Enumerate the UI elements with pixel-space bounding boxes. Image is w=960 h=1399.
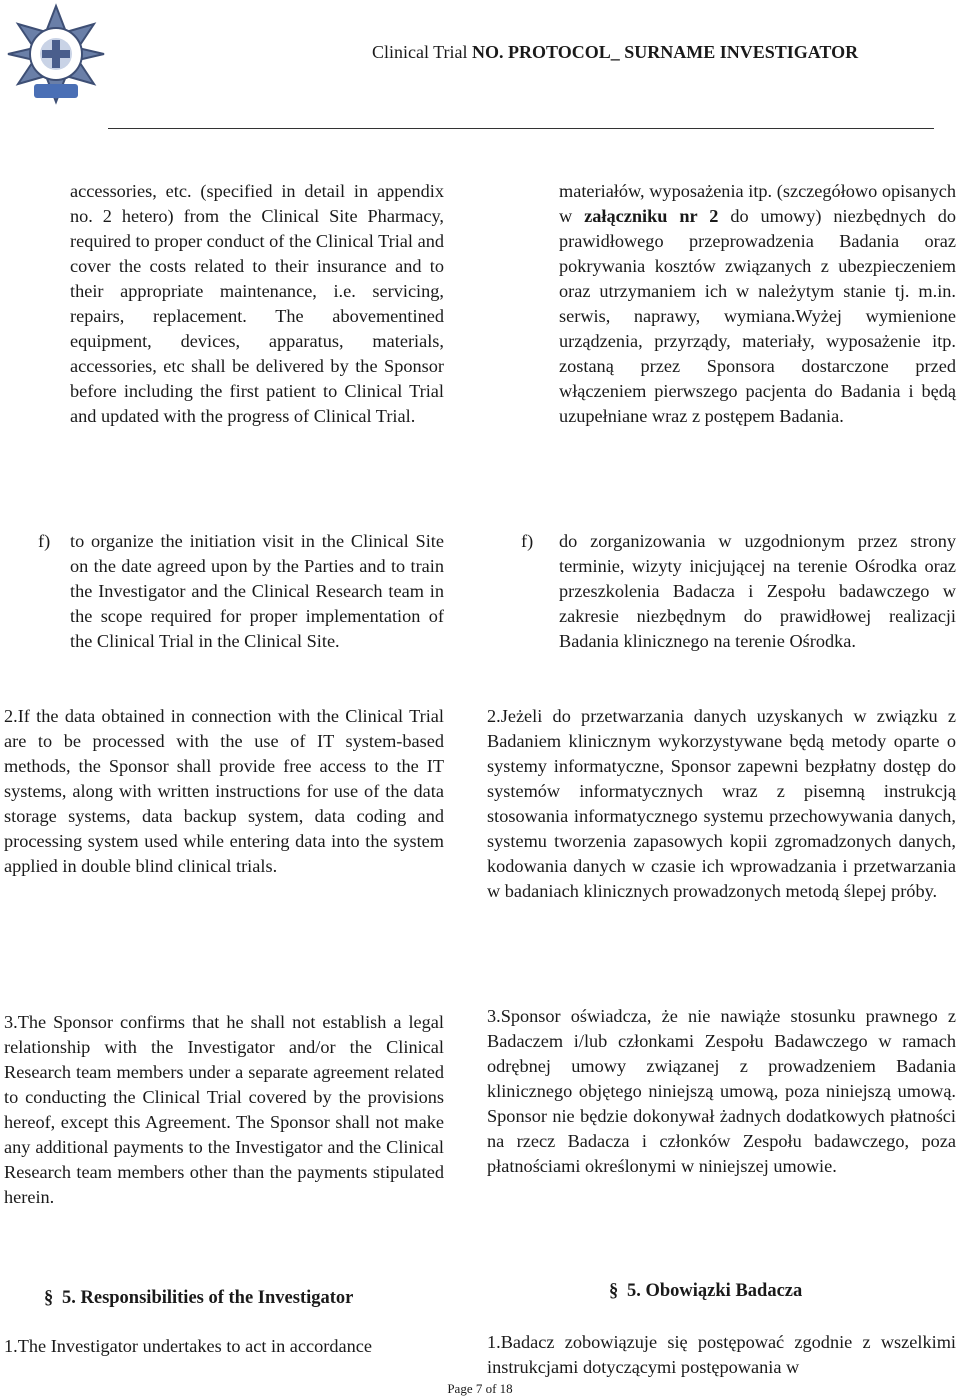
pl-section-5-title: 5. Obowiązki Badacza (627, 1281, 803, 1301)
section-bullet-icon: § (44, 1288, 54, 1308)
pl-item-f-marker: f) (521, 531, 534, 551)
pl-equipment-text-end: do umowy) niezbędnych do prawidłowego przeprowadzenia Badania oraz pokrywania kosztów związanych z ubezpieczeniem oraz utrzymaniem ich w należytym stanie tj. m.in. serwis, naprawy, wymiana.Wyżej wymienione urządzenia, przyrządy, materiały, wyposażenie itp. zostaną przez Sponsora dostarczone przed włączeniem pierwszego pacjenta do Badania i będą uzupełniane wraz z postępem Badania. (559, 206, 957, 426)
en-section-5-heading (44, 1286, 353, 1311)
document-header (372, 42, 932, 63)
en-item-f-marker: f) (38, 531, 51, 551)
en-section-5-title: 5. Responsibilities of the Investigator (62, 1288, 354, 1308)
header-title-prefix: Clinical Trial (372, 42, 468, 62)
pl-paragraph-2: 2.Jeżeli do przetwarzania danych uzyskanych w związku z Badaniem klinicznym wykorzystywane będą metody oparte o systemy informatyczne, Sponsor zapewni bezpłatny dostęp do systemów informatycznych wraz z pisemną instrukcją stosowania informatycznego systemu przechowywania danych, systemu tworzenia zapasowych kopii zgromadzonych danych, kodowania danych w czasie ich wprowadzania i przetwarzania w badaniach klinicznych prowadzonych metodą ślepej próby. (487, 706, 956, 901)
pl-section-5-paragraph-1: 1.Badacz zobowiązuje się postępować zgodnie z wszelkimi instrukcjami dotyczącymi postępowania w (487, 1332, 956, 1377)
header-divider (108, 128, 934, 129)
section-bullet-icon: § (609, 1281, 619, 1301)
pl-paragraph-3: 3.Sponsor oświadcza, że nie nawiąże stosunku prawnego z Badaczem i/lub członkami Zespołu Badawczego w ramach odrębnej umowy związanej z prowadzeniem Badania klinicznego objętego niniejszą umową, poza niniejszą umową. Sponsor nie będzie dokonywał żadnych dodatkowych płatności na rzecz Badacza i członków Zespołu badawczego, poza płatnościami określonymi w niniejszej umowie. (487, 1006, 956, 1176)
header-title-protocol: NO. PROTOCOL_ SURNAME INVESTIGATOR (472, 42, 859, 62)
en-equipment-paragraph (70, 179, 444, 429)
pl-item-f-text: do zorganizowania w uzgodnionym przez strony terminie, wizyty inicjującej na terenie Ośrodka oraz przeszkolenia Badacza i Zespołu badawczego w zakresie niezbędnym do prawidłowej realizacji Badania klinicznego na terenie Ośrodka. (559, 531, 956, 651)
en-paragraph-2: 2.If the data obtained in connection with the Clinical Trial are to be processed with the use of IT system-based methods, the Sponsor shall provide free access to the IT systems, along with written instructions for use of the data storage systems, data backup system, data coding and processing system used while entering data into the system applied in double blind clinical trials. (4, 706, 444, 876)
pl-appendix-reference: załączniku nr 2 (584, 206, 719, 226)
en-equipment-text: accessories, etc. (specified in detail in appendix no. 2 hetero) from the Clinical Site Pharmacy, required to proper conduct of the Clinical Trial and cover the costs related to their insurance and to their appropriate maintenance, i.e. servicing, repairs, replacement. The abovementined equipment, devices, apparatus, materials, accessories, etc shall be delivered by the Sponsor before including the first patient to Clinical Trial and updated with the progress of Clinical Trial. (70, 181, 444, 426)
en-paragraph-3: 3.The Sponsor confirms that he shall not establish a legal relationship with the Investigator and/or the Clinical Research team members under a separate agreement related to conducting the Clinical Trial covered by the provisions hereof, except this Agreement. The Sponsor shall not make any additional payments to the Investigator and the Clinical Research team members other than the payments stipulated herein. (4, 1012, 444, 1207)
page-number: Page 7 of 18 (447, 1381, 513, 1396)
en-item-f-text: to organize the initiation visit in the Clinical Site on the date agreed upon by the Parties and to train the Investigator and the Clinical Research team in the scope required for proper implementation of the Clinical Trial in the Clinical Site. (70, 531, 444, 651)
pl-equipment-text-start: materiałów, wyposażenia itp. (szczegółowo opisanych w (559, 181, 956, 226)
pl-section-5-heading (609, 1279, 802, 1304)
hospital-logo (4, 2, 108, 106)
pl-equipment-paragraph (559, 179, 956, 429)
en-section-5-paragraph-1: 1.The Investigator undertakes to act in accordance (4, 1336, 372, 1356)
military-cross-emblem-icon (4, 2, 108, 106)
